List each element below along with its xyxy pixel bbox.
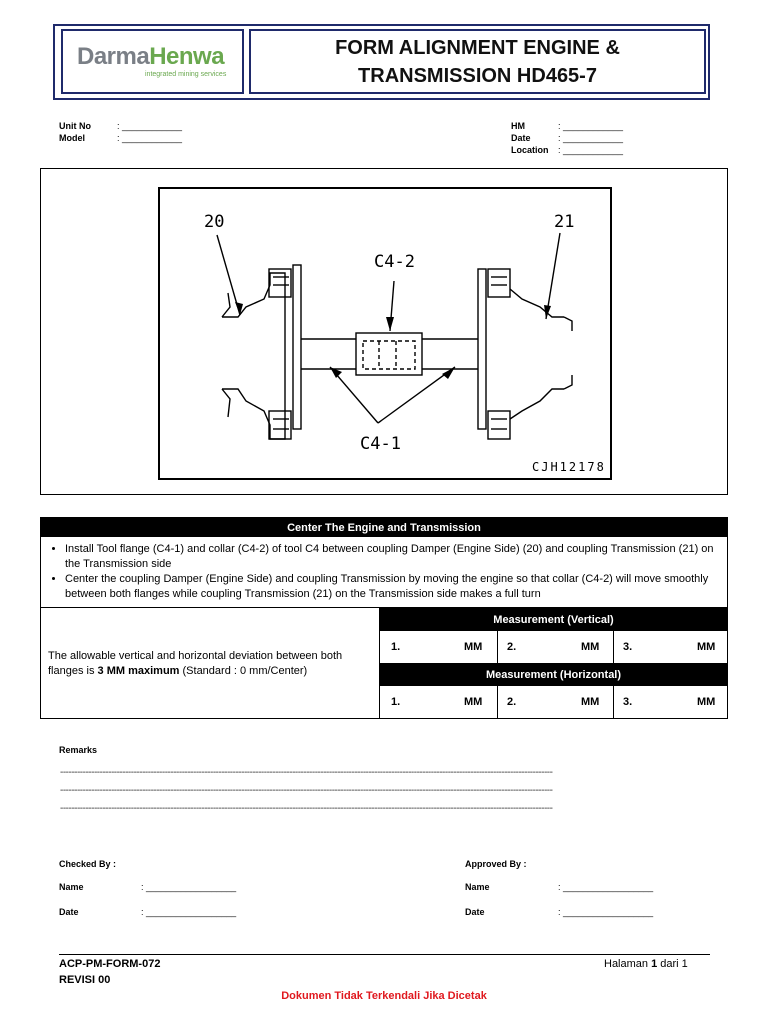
uncontrolled-notice: Dokumen Tidak Terkendali Jika Dicetak — [281, 990, 487, 1002]
vertical-measurement-heading: Measurement (Vertical) — [380, 608, 727, 631]
approved-date-field[interactable]: : __________________ — [558, 907, 654, 917]
hm-field[interactable]: : ____________ — [558, 121, 624, 131]
horizontal-measurement-heading: Measurement (Horizontal) — [380, 663, 727, 686]
horizontal-3-unit: MM — [697, 696, 716, 708]
remarks-label: Remarks — [59, 745, 98, 755]
form-code: ACP-PM-FORM-072 — [59, 958, 161, 970]
cell-divider — [613, 686, 614, 718]
model-field[interactable]: : ____________ — [117, 133, 183, 143]
approved-date-label: Date — [465, 907, 485, 917]
location-label: Location — [511, 145, 549, 155]
procedure-heading: Center The Engine and Transmission — [41, 518, 727, 537]
label-c4-2: C4-2 — [374, 252, 415, 272]
transmission-housing-outline — [510, 289, 564, 419]
engine-housing-outline — [222, 273, 285, 439]
model-label: Model — [59, 133, 85, 143]
vertical-2-label: 2. — [507, 641, 517, 653]
hm-label: HM — [511, 121, 525, 131]
logo-text-accent: Henwa — [149, 43, 225, 70]
logo-tagline: integrated mining services — [145, 71, 227, 78]
allowable-limit: 3 MM maximum — [97, 665, 180, 677]
horizontal-3-label: 3. — [623, 696, 633, 708]
location-field[interactable]: : ____________ — [558, 145, 624, 155]
horizontal-1-unit: MM — [464, 696, 483, 708]
horizontal-2-unit: MM — [581, 696, 600, 708]
unit-no-label: Unit No — [59, 121, 91, 131]
checked-name-label: Name — [59, 882, 84, 892]
remarks-line-2[interactable]: ------------------------------------------------------------------------------------------------------------------------------------------------------------------------------ — [60, 785, 553, 796]
approved-name-field[interactable]: : __________________ — [558, 882, 654, 892]
coupling-diagram — [158, 187, 612, 480]
footer-divider — [59, 954, 710, 955]
checked-by-label: Checked By : — [59, 859, 117, 869]
procedure-step-1: • Install Tool flange (C4-1) and collar (C4-2) of tool C4 between coupling Damper (Engine Side) (20) and coupling Transmission (21) on the Transmission side — [65, 542, 725, 572]
label-21: 21 — [554, 212, 575, 232]
date-label: Date — [511, 133, 531, 143]
drawing-code: CJH12178 — [532, 460, 606, 474]
flange-right — [478, 269, 486, 429]
vertical-3-label: 3. — [623, 641, 633, 653]
procedure-steps — [49, 542, 725, 602]
cell-divider — [613, 631, 614, 663]
coupling-drawing — [160, 189, 610, 478]
cell-divider — [497, 686, 498, 718]
company-logo — [61, 29, 244, 94]
procedure-step-2: • Center the coupling Damper (Engine Side) and coupling Transmission by moving the engine so that collar (C4-2) will move smoothly between both flanges while coupling Transmission (21) on the Transmission side makes a full turn — [65, 572, 725, 602]
vertical-2-unit: MM — [581, 641, 600, 653]
approved-by-label: Approved By : — [465, 859, 527, 869]
logo-text-main: Darma — [77, 43, 150, 70]
allowable-text-1: The allowable vertical and horizontal deviation between both flanges is — [48, 650, 343, 677]
horizontal-2-label: 2. — [507, 696, 517, 708]
revision: REVISI 00 — [59, 974, 111, 986]
form-title-box — [249, 29, 706, 94]
page-number: 1 — [651, 958, 658, 970]
procedure-table — [40, 517, 728, 719]
approved-name-label: Name — [465, 882, 490, 892]
checked-date-label: Date — [59, 907, 79, 917]
page-text-2: dari 1 — [657, 958, 688, 970]
vertical-1-unit: MM — [464, 641, 483, 653]
flange-left — [293, 265, 301, 429]
form-title: FORM ALIGNMENT ENGINE & TRANSMISSION HD465-7 — [335, 36, 620, 87]
coupling-shaft — [301, 339, 478, 369]
page-indicator — [604, 958, 688, 970]
label-c4-1: C4-1 — [360, 434, 401, 454]
horizontal-1-label: 1. — [391, 696, 401, 708]
checked-date-field[interactable]: : __________________ — [141, 907, 237, 917]
label-20: 20 — [204, 212, 225, 232]
unit-no-field[interactable]: : ____________ — [117, 121, 183, 131]
vertical-1-label: 1. — [391, 641, 401, 653]
remarks-line-1[interactable]: ------------------------------------------------------------------------------------------------------------------------------------------------------------------------------ — [60, 767, 553, 778]
page-text-1: Halaman — [604, 958, 652, 970]
date-field[interactable]: : ____________ — [558, 133, 624, 143]
allowable-deviation-text — [48, 649, 378, 679]
checked-name-field[interactable]: : __________________ — [141, 882, 237, 892]
remarks-line-3[interactable]: ------------------------------------------------------------------------------------------------------------------------------------------------------------------------------ — [60, 803, 553, 814]
vertical-3-unit: MM — [697, 641, 716, 653]
cell-divider — [497, 631, 498, 663]
allowable-text-2: (Standard : 0 mm/Center) — [179, 665, 308, 677]
